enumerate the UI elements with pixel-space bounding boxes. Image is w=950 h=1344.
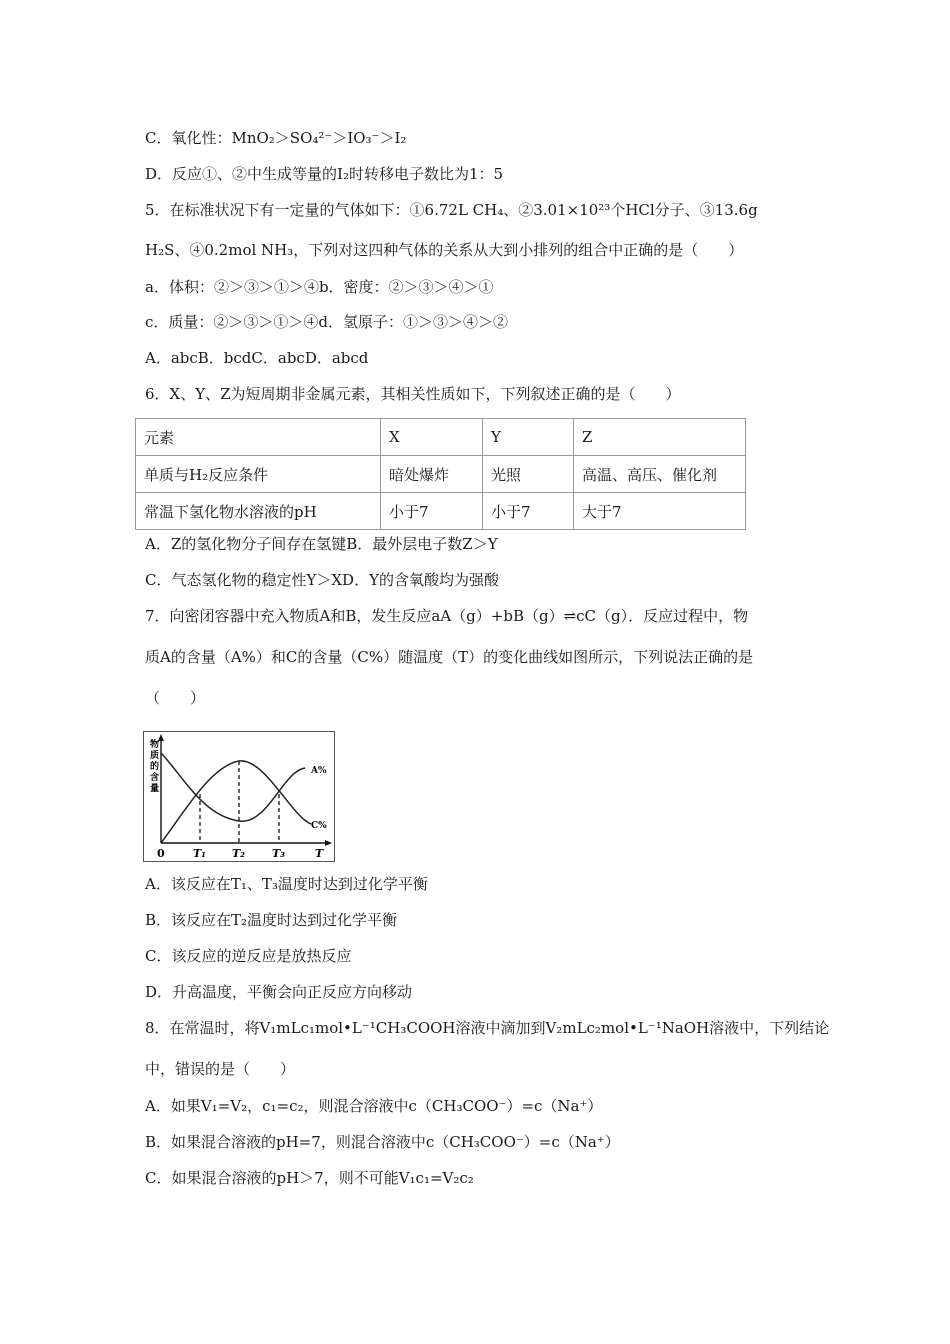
y-axis-label-char: 量 xyxy=(150,784,160,794)
table-cell: X xyxy=(381,419,483,456)
table-cell: 小于7 xyxy=(381,493,483,530)
q7-stem-line2: 质A的含量（A%）和C的含量（C%）随温度（T）的变化曲线如图所示，下列说法正确的是 xyxy=(145,648,754,666)
q7-option-b: B．该反应在T₂温度时达到过化学平衡 xyxy=(145,911,398,929)
table-cell: 光照 xyxy=(483,456,574,493)
table-cell: 常温下氢化物水溶液的pH xyxy=(136,493,381,530)
table-cell: Z xyxy=(574,419,746,456)
series-label-a: A% xyxy=(311,766,327,776)
x-axis-arrow xyxy=(325,840,332,846)
x-axis-label: T xyxy=(315,847,324,860)
series-c-percent-curve xyxy=(161,761,311,843)
tick-label-t1: T₁ xyxy=(193,847,207,860)
origin-label: 0 xyxy=(157,847,165,860)
q6-property-table xyxy=(135,418,746,530)
series-label-c: C% xyxy=(311,821,327,831)
tick-label-t2: T₂ xyxy=(232,847,246,860)
q7-content-temperature-chart xyxy=(143,731,335,862)
table-cell: 大于7 xyxy=(574,493,746,530)
q8-option-a: A．如果V₁=V₂，c₁=c₂，则混合溶液中c（CH₃COO⁻）=c（Na⁺） xyxy=(145,1097,603,1115)
q6-stem: 6．X、Y、Z为短周期非金属元素，其相关性质如下，下列叙述正确的是（ ） xyxy=(145,385,681,403)
q4-option-c: C．氧化性：MnO₂＞SO₄²⁻＞IO₃⁻＞I₂ xyxy=(145,129,407,147)
table-cell: Y xyxy=(483,419,574,456)
q8-stem-line2: 中，错误的是（ ） xyxy=(145,1060,296,1078)
q5-stem-line1: 5．在标准状况下有一定量的气体如下：①6.72L CH₄、②3.01×10²³个HCl分子、③13.6g xyxy=(145,201,758,219)
q8-option-c: C．如果混合溶液的pH＞7，则不可能V₁c₁=V₂c₂ xyxy=(145,1169,474,1187)
y-axis-label-char: 质 xyxy=(150,751,160,761)
table-cell: 元素 xyxy=(136,419,381,456)
q8-stem-line1: 8．在常温时，将V₁mLc₁mol•L⁻¹CH₃COOH溶液中滴加到V₂mLc₂mol•L⁻¹NaOH溶液中，下列结论 xyxy=(145,1019,830,1037)
y-axis-label-char: 的 xyxy=(150,762,160,772)
q6-options-cd: C．气态氢化物的稳定性Y＞XD．Y的含氧酸均为强酸 xyxy=(145,571,499,589)
table-cell: 单质与H₂反应条件 xyxy=(136,456,381,493)
table-cell: 小于7 xyxy=(483,493,574,530)
q4-option-d: D．反应①、②中生成等量的I₂时转移电子数比为1：5 xyxy=(145,165,504,183)
q5-item-cd: c．质量：②＞③＞①＞④d．氢原子：①＞③＞④＞② xyxy=(145,313,509,331)
tick-label-t3: T₃ xyxy=(272,847,286,860)
q7-option-a: A．该反应在T₁、T₃温度时达到过化学平衡 xyxy=(145,875,428,893)
y-axis-label-char: 物 xyxy=(150,740,160,750)
q5-stem-line2: H₂S、④0.2mol NH₃，下列对这四种气体的关系从大到小排列的组合中正确的是（ ） xyxy=(145,241,744,259)
y-axis-label-char: 含 xyxy=(150,773,160,783)
q7-option-c: C．该反应的逆反应是放热反应 xyxy=(145,947,352,965)
table-header-row xyxy=(136,419,746,456)
q7-stem-line3: （ ） xyxy=(145,689,206,707)
table-cell: 高温、高压、催化剂 xyxy=(574,456,746,493)
q7-option-d: D．升高温度，平衡会向正反应方向移动 xyxy=(145,983,413,1001)
table-row xyxy=(136,456,746,493)
q5-options: A．abcB．bcdC．abcD．abcd xyxy=(145,349,369,367)
q7-stem-line1: 7．向密闭容器中充入物质A和B，发生反应aA（g）+bB（g）⇌cC（g）．反应过程中，物 xyxy=(145,607,749,625)
table-row xyxy=(136,493,746,530)
table-cell: 暗处爆炸 xyxy=(381,456,483,493)
q8-option-b: B．如果混合溶液的pH=7，则混合溶液中c（CH₃COO⁻）=c（Na⁺） xyxy=(145,1133,620,1151)
q5-item-ab: a．体积：②＞③＞①＞④b．密度：②＞③＞④＞① xyxy=(145,278,494,296)
q6-options-ab: A．Z的氢化物分子间存在氢键B．最外层电子数Z＞Y xyxy=(145,535,498,553)
